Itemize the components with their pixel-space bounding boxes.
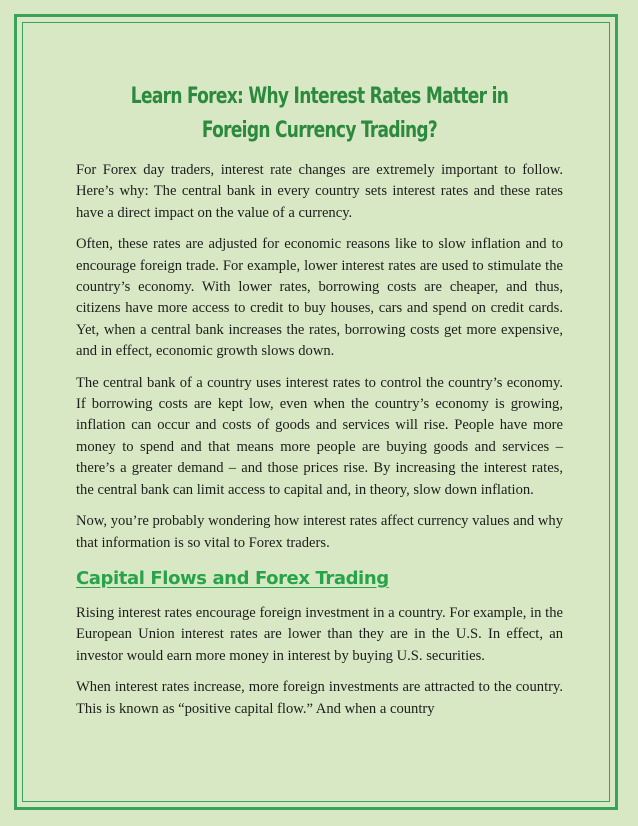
section-heading: Capital Flows and Forex Trading	[76, 567, 389, 589]
paragraph-3: The central bank of a country uses interest rates to control the country’s economy. If borrowing costs are kept low, even when the country’s economy is growing, inflation can occur and costs of goods and services will rise. People have more money to spend and that means more people are buying goods and services – there’s a greater demand – and those prices rise. By increasing the interest rates, the central bank can limit access to capital and, in theory, slow down inflation.	[76, 374, 563, 498]
paragraph-2: Often, these rates are adjusted for economic reasons like to slow inflation and to encourage foreign trade. For example, lower interest rates are used to stimulate the country’s economy. With lower rates, borrowing costs are cheaper, and thus, citizens have more access to credit to buy houses, cars and spend on credit cards. Yet, when a central bank increases the rates, borrowing costs get more expensive, and in effect, economic growth slows down.	[76, 236, 563, 360]
paragraph-6: When interest rates increase, more foreign investments are attracted to the country. This is known as “positive capital flow.” And when a country	[76, 679, 563, 717]
paragraph-4: Now, you’re probably wondering how interest rates affect currency values and why that information is so vital to Forex traders.	[76, 513, 563, 551]
paragraph-5: Rising interest rates encourage foreign investment in a country. For example, in the European Union interest rates are lower than they are in the U.S. In effect, an investor would earn more money in interest by buying U.S. securities.	[76, 604, 563, 664]
document-title	[110, 80, 529, 148]
document-content	[76, 80, 563, 730]
title-line-1: Learn Forex: Why Interest Rates Matter in	[130, 84, 509, 109]
title-line-2: Foreign Currency Trading?	[201, 118, 438, 143]
paragraph-1: For Forex day traders, interest rate changes are extremely important to follow. Here’s why: The central bank in every country sets interest rates and these rates have a direct impact on the value of a currency.	[76, 162, 563, 221]
